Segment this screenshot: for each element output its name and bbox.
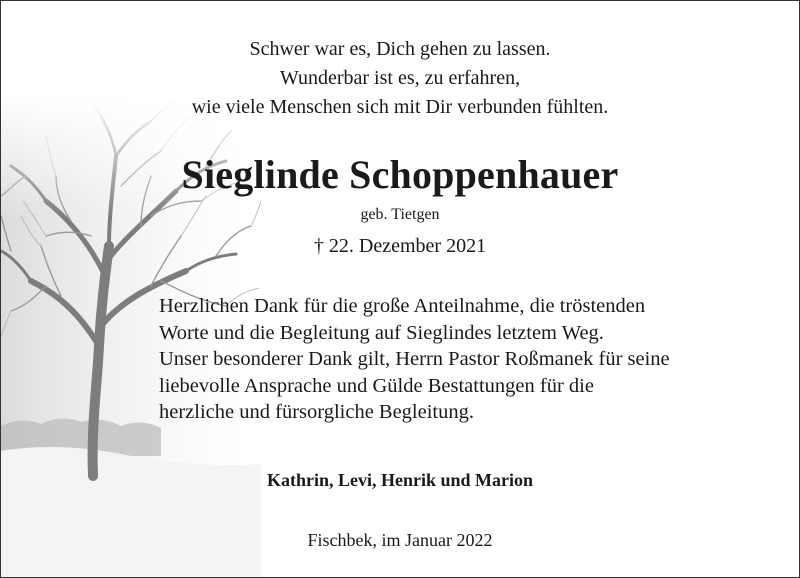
thanks-text [159, 293, 784, 426]
birth-name: geb. Tietgen [360, 206, 440, 223]
verse-line: Wunderbar ist es, zu erfahren, [279, 67, 521, 89]
verse-line: wie viele Menschen sich mit Dir verbunden fühlten. [191, 96, 609, 118]
thanks-line: herzliche und fürsorgliche Begleitung. [159, 401, 474, 423]
memorial-verse [1, 35, 799, 122]
thanks-line: Worte und die Begleitung auf Sieglindes letztem Weg. [159, 321, 604, 344]
death-date: † 22. Dezember 2021 [313, 235, 487, 257]
signers: Kathrin, Levi, Henrik und Marion [266, 470, 534, 490]
deceased-name: Sieglinde Schoppenhauer [181, 152, 619, 197]
obituary-content [1, 1, 799, 577]
thanks-line: Unser besonderer Dank gilt, Herrn Pastor Roßmanek für seine [159, 348, 670, 370]
thanks-line: liebevolle Ansprache und Gülde Bestattungen für die [159, 374, 594, 397]
verse-line: Schwer war es, Dich gehen zu lassen. [249, 38, 551, 60]
place-and-date: Fischbek, im Januar 2022 [307, 530, 493, 550]
thanks-line: Herzlichen Dank für die große Anteilnahme, die tröstenden [159, 295, 646, 317]
